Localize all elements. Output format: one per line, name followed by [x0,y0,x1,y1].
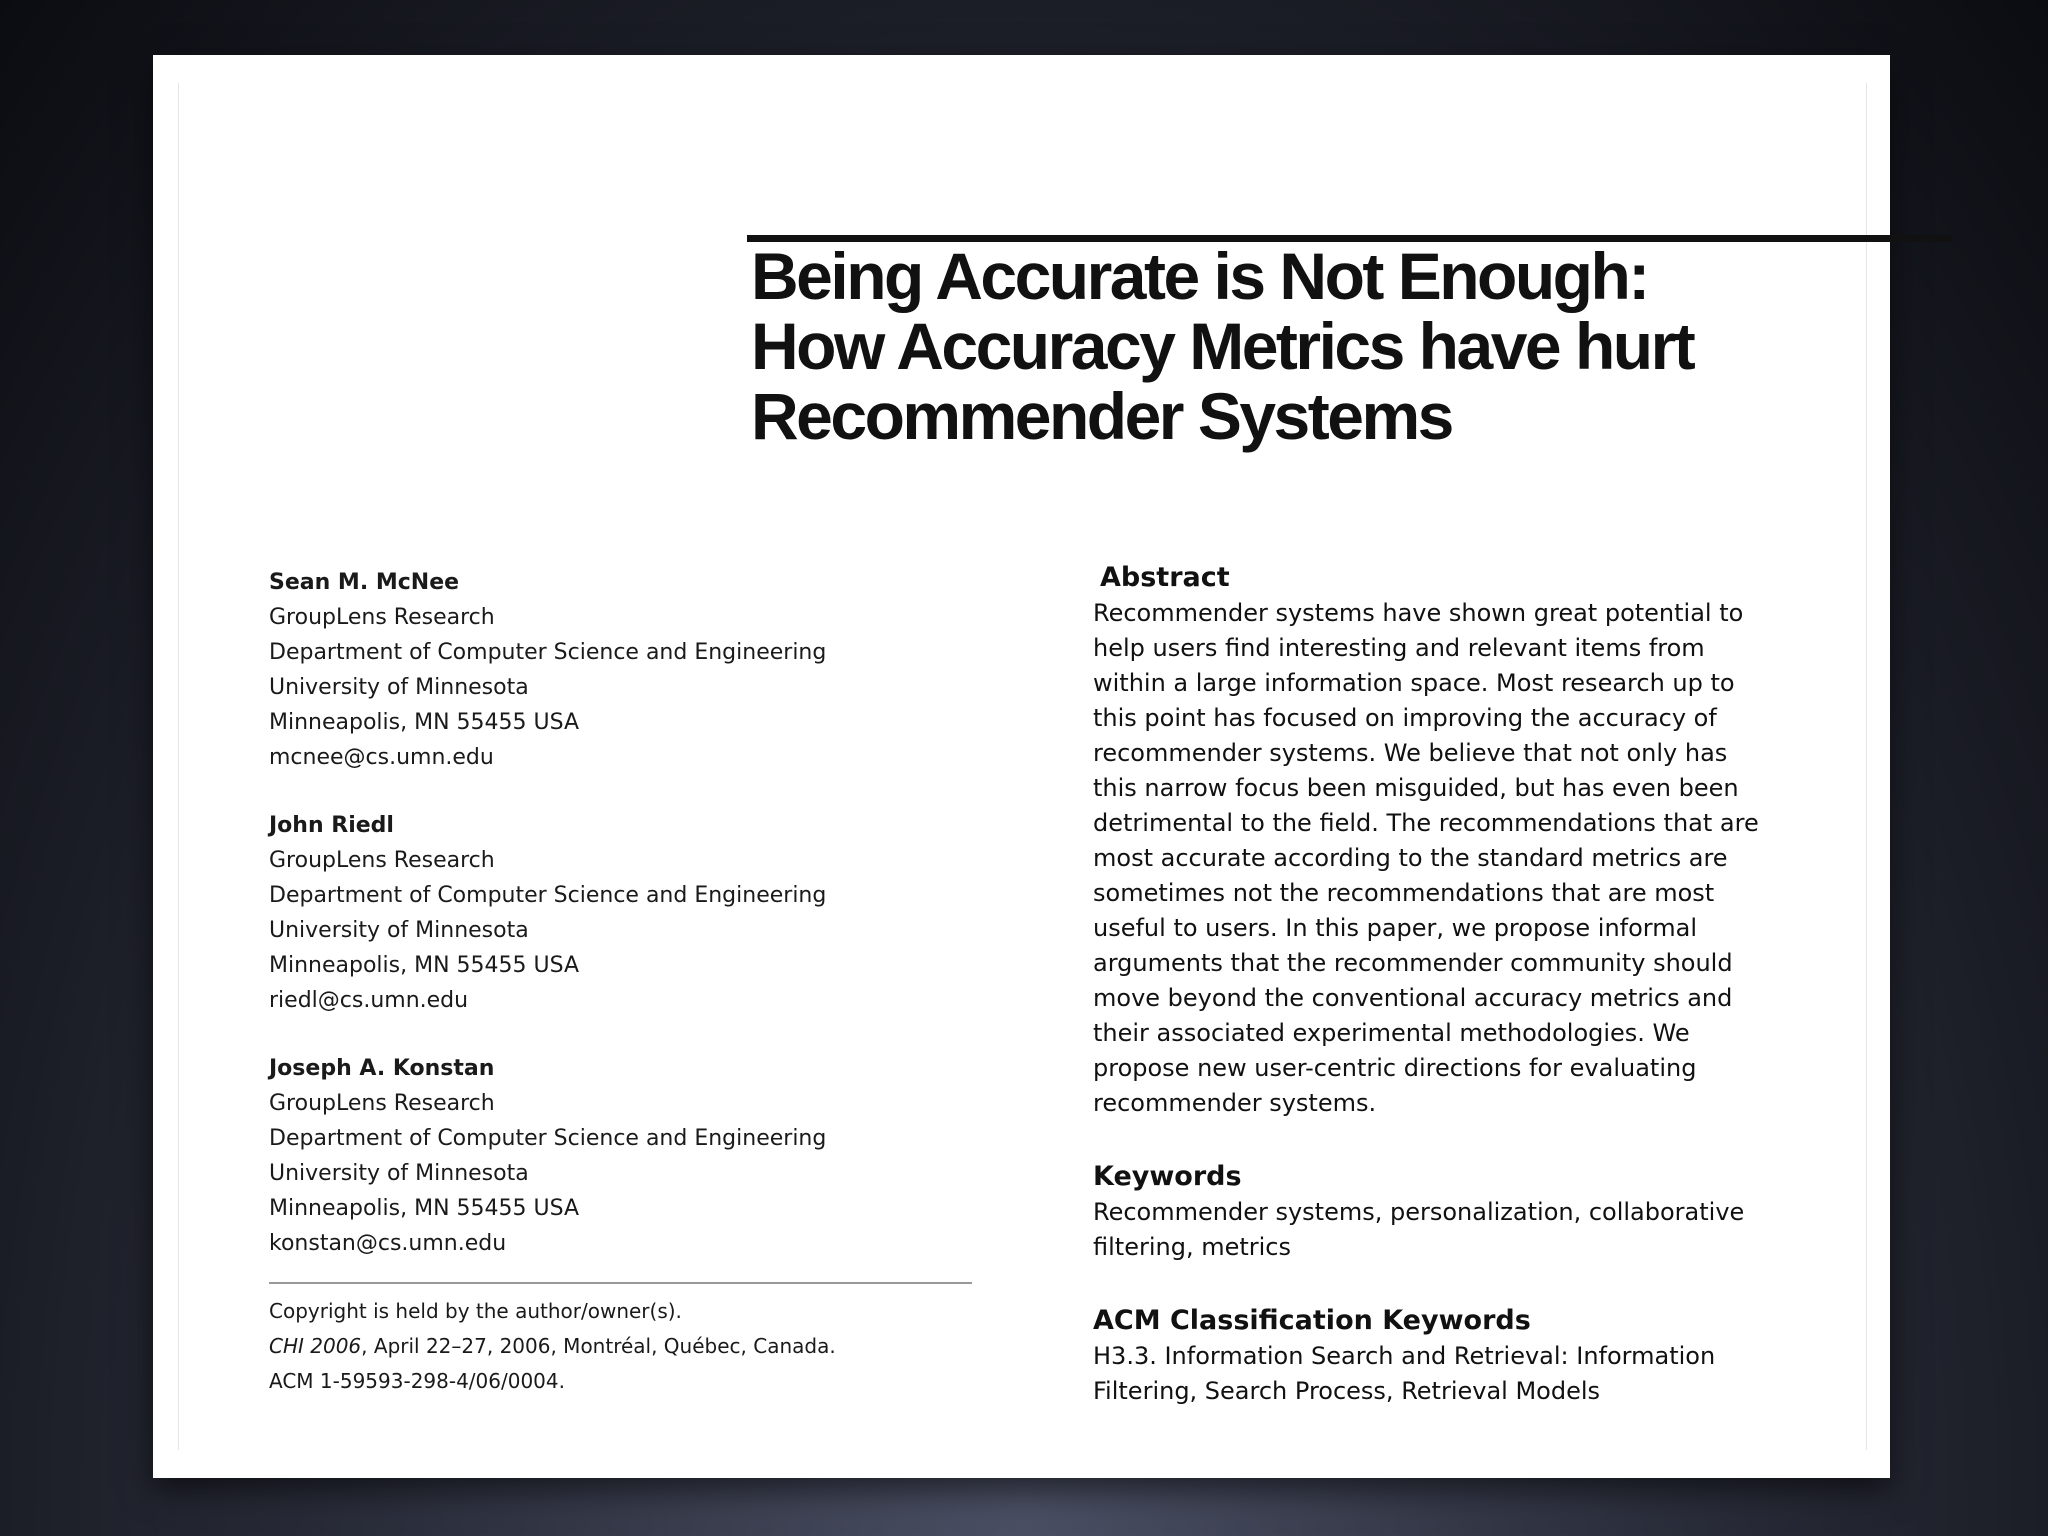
author-address: Minneapolis, MN 55455 USA [269,710,580,735]
author-affiliation: GroupLens Research [269,605,495,630]
keywords-text: Recommender systems, personalization, collaborative filtering, metrics [1093,1198,1745,1261]
author-name: John Riedl [269,813,394,838]
author-block [269,808,989,1018]
author-email: konstan@cs.umn.edu [269,1231,507,1256]
author-department: Department of Computer Science and Engineering [269,640,827,665]
author-university: University of Minnesota [269,675,529,700]
author-department: Department of Computer Science and Engineering [269,1126,827,1151]
author-block [269,565,989,775]
author-affiliation: GroupLens Research [269,1091,495,1116]
venue-name: CHI 2006 [269,1334,362,1358]
venue-details: , April 22–27, 2006, Montréal, Québec, Canada. [361,1334,836,1358]
copyright-footnote [269,1294,989,1399]
venue-line [269,1329,989,1364]
footnote-rule [269,1282,972,1284]
author-name: Joseph A. Konstan [269,1056,495,1081]
acm-keywords-heading: ACM Classification Keywords [1093,1305,1531,1336]
author-name: Sean M. McNee [269,570,460,595]
author-university: University of Minnesota [269,1161,529,1186]
keywords-heading: Keywords [1093,1161,1242,1192]
author-email: riedl@cs.umn.edu [269,988,469,1013]
author-affiliation: GroupLens Research [269,848,495,873]
author-block [269,1051,989,1261]
title-line: How Accuracy Metrics have hurt [751,309,1694,383]
author-address: Minneapolis, MN 55455 USA [269,1196,580,1221]
abstract-heading: Abstract [1100,562,1230,593]
copyright-line: Copyright is held by the author/owner(s). [269,1299,682,1323]
author-email: mcnee@cs.umn.edu [269,745,494,770]
author-address: Minneapolis, MN 55455 USA [269,953,580,978]
paper-title [751,241,1951,451]
abstract-text: Recommender systems have shown great potential to help users find interesting and relevant items from within a large information space. Most research up to this point has focused on improving the accuracy of recommender systems. We believe that not only has this narrow focus been misguided, but has even been detrimental to the field. The recommendations that are most accurate according to the standard metrics are sometimes not the recommendations that are most useful to users. In this paper, we propose informal arguments that the recommender community should move beyond the conventional accuracy metrics and their associated experimental methodologies. We propose new user-centric directions for evaluating recommender systems. [1093,599,1759,1117]
acm-keywords-text: H3.3. Information Search and Retrieval: Information Filtering, Search Process, Retrieval Models [1093,1342,1716,1405]
author-list [269,565,989,1294]
acm-line: ACM 1-59593-298-4/06/0004. [269,1369,565,1393]
title-line: Recommender Systems [751,379,1452,453]
right-column [1093,560,1813,1409]
title-line: Being Accurate is Not Enough: [751,239,1648,313]
author-department: Department of Computer Science and Engineering [269,883,827,908]
author-university: University of Minnesota [269,918,529,943]
